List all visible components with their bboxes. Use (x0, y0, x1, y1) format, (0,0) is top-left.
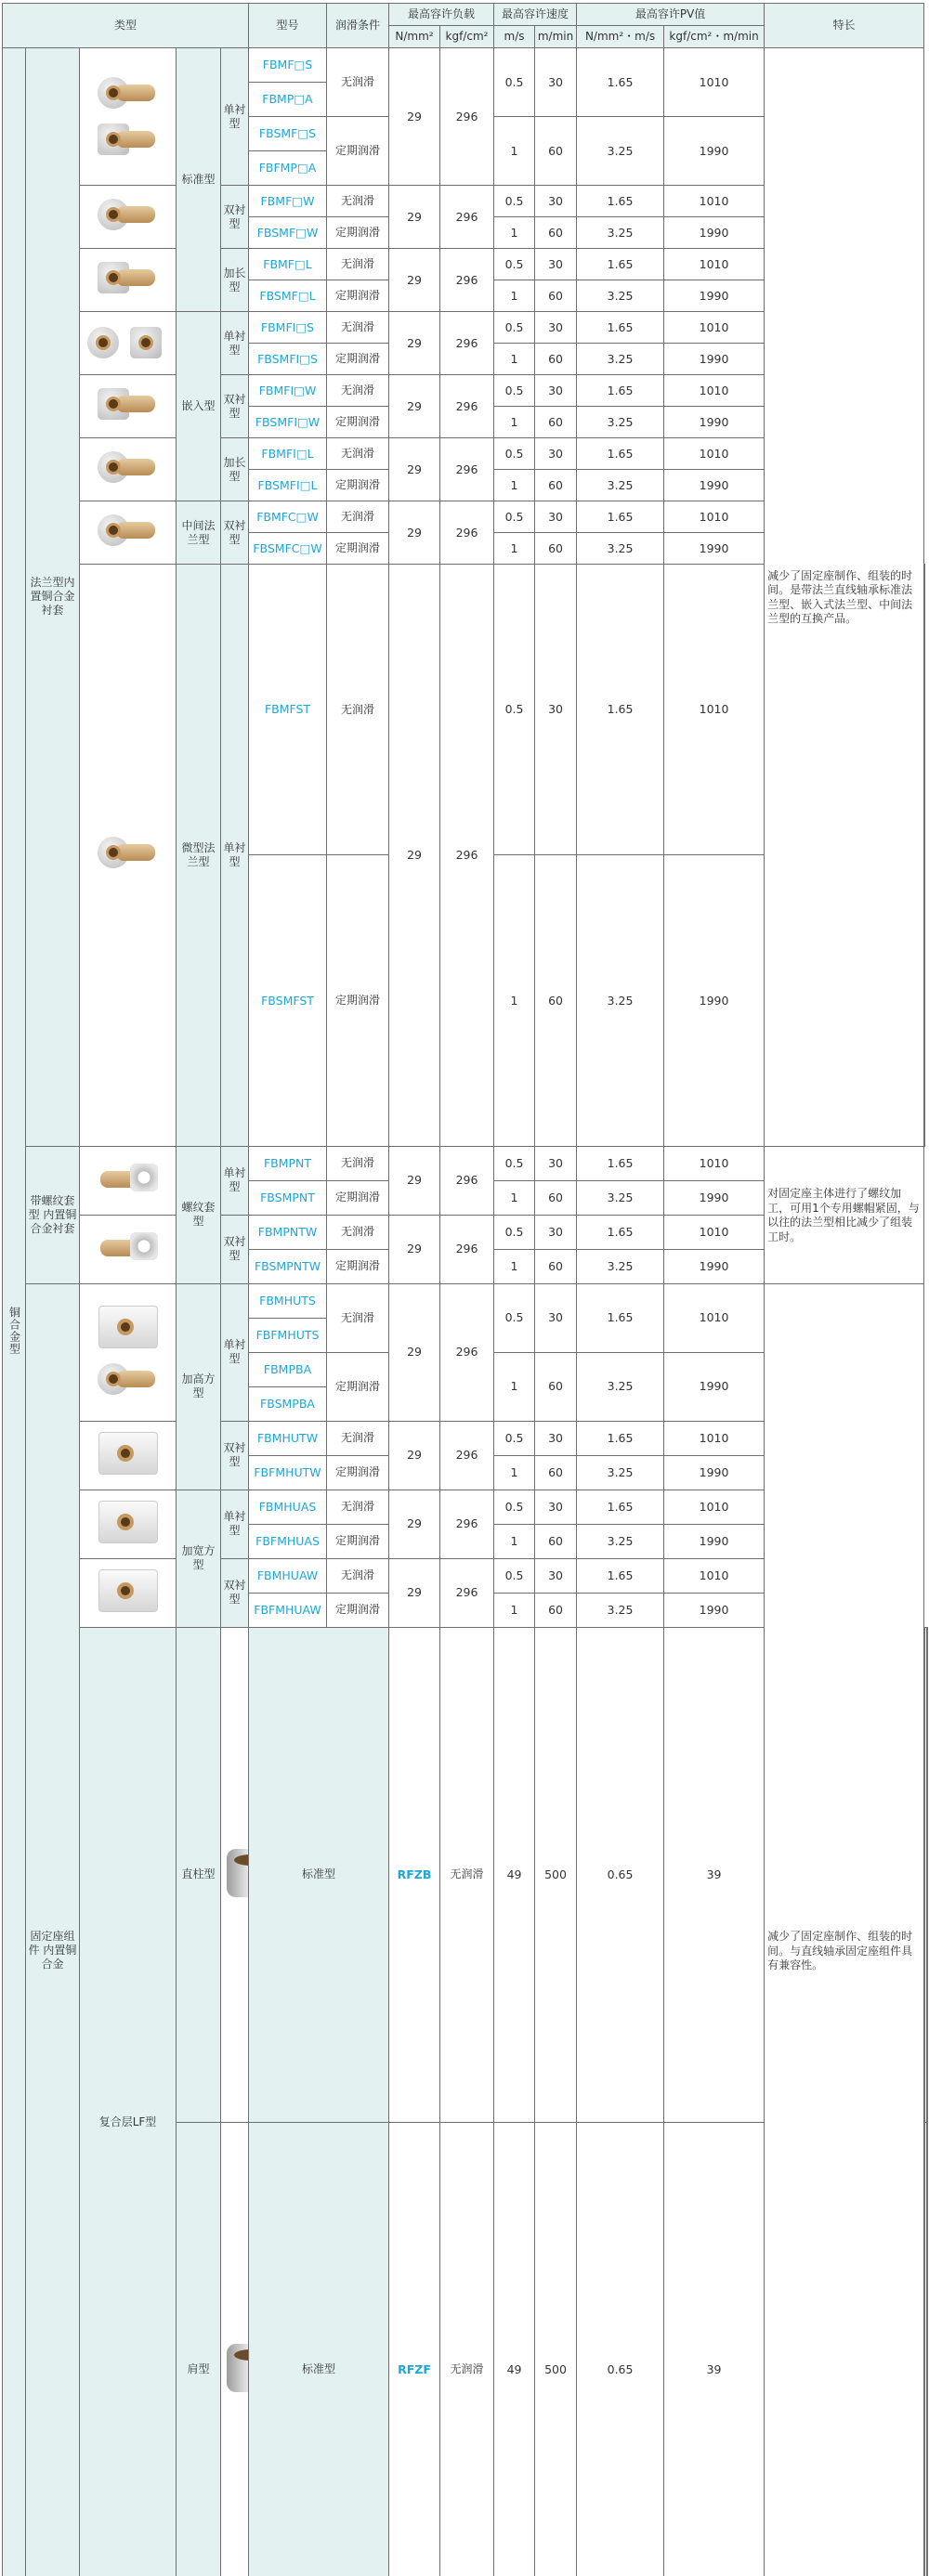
pv-kgf: 1990 (664, 1593, 765, 1627)
subtype-single: 单衬型 (221, 1146, 249, 1215)
lube-none: 无润滑 (327, 1490, 389, 1524)
speed-mmin: 30 (535, 1490, 577, 1524)
speed-ms: 0.5 (494, 312, 535, 344)
lube-none: 无润滑 (327, 1558, 389, 1593)
lube-periodic: 定期润滑 (327, 217, 389, 249)
spec-table (2, 3, 928, 2576)
pv-n: 3.25 (577, 855, 664, 1146)
product-image (80, 1490, 177, 1558)
load-kgf: 296 (440, 48, 494, 186)
speed-mmin: 60 (535, 407, 577, 438)
load-kgf: 296 (440, 1490, 494, 1558)
lube-none: 无润滑 (327, 565, 389, 855)
product-image (80, 48, 177, 186)
speed-ms: 0.5 (494, 1558, 535, 1593)
pv-kgf: 1010 (664, 565, 765, 855)
pv-n: 3.25 (577, 1249, 664, 1283)
load-n: 29 (389, 312, 440, 375)
load-n: 29 (389, 1490, 440, 1558)
category-thread-copper: 带螺纹套型 内置铜合金衬套 (26, 1146, 80, 1283)
pv-kgf: 1010 (664, 48, 765, 117)
feature-text: 减少了固定座制作、组装的时间。是带法兰直线轴承标准法兰型、嵌入式法兰型、中间法兰型的互换产品。 (765, 48, 924, 1147)
subtype-standard: 标准型 (249, 1627, 389, 2122)
lube-none: 无润滑 (440, 1627, 494, 2122)
speed-ms: 0.5 (494, 48, 535, 117)
pv-n: 3.25 (577, 1352, 664, 1421)
pv-kgf: 1010 (664, 1490, 765, 1524)
product-image (80, 501, 177, 565)
lube-none: 无润滑 (327, 1215, 389, 1249)
lube-none: 无润滑 (327, 249, 389, 280)
model-code: FBMHUTS (249, 1283, 327, 1318)
model-code: FBSMFST (249, 855, 327, 1146)
model-code: FBMFC□W (249, 501, 327, 533)
subtype-single: 单衬型 (221, 1283, 249, 1421)
model-code: FBSMFI□S (249, 344, 327, 375)
subtype-single: 单衬型 (221, 48, 249, 186)
flange-bushing-image (96, 73, 161, 114)
load-kgf: 500 (535, 1627, 577, 2122)
pv-kgf (925, 2122, 926, 2576)
subtype-double: 双衬型 (221, 1558, 249, 1627)
product-image (80, 312, 177, 375)
lube-periodic: 定期润滑 (327, 1524, 389, 1558)
model-code: FBMHUTW (249, 1421, 327, 1455)
housing-block-image (97, 1499, 160, 1545)
feature-text: 减少了固定座制作、组装的时间。与直线轴承固定座组件具有兼容性。 (765, 1283, 924, 2576)
model-code: FBSMF□W (249, 217, 327, 249)
unit-n: N/mm² (389, 26, 440, 48)
threaded-bushing-image (97, 1160, 160, 1197)
pv-n: 1.65 (577, 565, 664, 855)
subtype-long: 加长型 (221, 438, 249, 501)
subtype-double: 双衬型 (221, 186, 249, 249)
load-n: 29 (389, 1146, 440, 1215)
subtype-single: 单衬型 (221, 1490, 249, 1558)
product-image (80, 1215, 177, 1283)
speed-mmin: 39 (664, 1627, 765, 2122)
model-code: FBMFI□S (249, 312, 327, 344)
speed-mmin: 60 (535, 117, 577, 186)
load-n: 29 (389, 1558, 440, 1627)
lube-none: 无润滑 (327, 48, 389, 117)
speed-mmin: 30 (535, 249, 577, 280)
pv-kgf: 1990 (664, 344, 765, 375)
product-image (221, 1627, 249, 2122)
pv-n: 1.65 (577, 375, 664, 407)
load-n: 29 (389, 438, 440, 501)
speed-ms: 1 (494, 855, 535, 1146)
speed-mmin: 30 (535, 501, 577, 533)
speed-ms: 1 (494, 1249, 535, 1283)
model-code: FBSMPBA (249, 1386, 327, 1421)
load-n: 29 (389, 501, 440, 565)
speed-mmin: 30 (535, 565, 577, 855)
unit-pv-kgf: kgf/cm²・m/min (664, 26, 765, 48)
lube-none: 无润滑 (327, 501, 389, 533)
speed-ms: 0.65 (577, 2122, 664, 2576)
subtype-micro-flange: 微型法兰型 (177, 565, 221, 1147)
pv-n: 3.25 (577, 470, 664, 501)
model-code: RFZF (389, 2122, 440, 2576)
model-code: FBFMP□A (249, 151, 327, 186)
model-code: FBFMHUTW (249, 1455, 327, 1490)
pv-kgf: 1990 (664, 1180, 765, 1215)
subtype-single: 单衬型 (221, 312, 249, 375)
housing-block-image (97, 1304, 160, 1350)
feature-text (924, 565, 925, 1147)
lube-periodic: 定期润滑 (327, 344, 389, 375)
lube-none: 无润滑 (327, 1146, 389, 1180)
pv-kgf: 1010 (664, 1558, 765, 1593)
category-copper: 铜合金型 (3, 48, 26, 2576)
speed-mmin: 30 (535, 438, 577, 470)
model-code: FBSMF□L (249, 280, 327, 312)
load-kgf: 296 (440, 1283, 494, 1421)
speed-mmin: 60 (535, 1455, 577, 1490)
pv-n: 3.25 (577, 217, 664, 249)
pv-n: 1.65 (577, 1146, 664, 1180)
load-n: 29 (389, 1421, 440, 1490)
flange-bushing-image (96, 258, 161, 299)
speed-mmin: 39 (664, 2122, 765, 2576)
speed-mmin: 60 (535, 1524, 577, 1558)
pv-kgf: 1990 (664, 280, 765, 312)
header-load: 最高容许负载 (389, 4, 494, 26)
pv-kgf: 1990 (664, 470, 765, 501)
speed-mmin: 60 (535, 1180, 577, 1215)
speed-ms: 0.5 (494, 249, 535, 280)
speed-mmin: 30 (535, 1558, 577, 1593)
pv-kgf: 1990 (664, 1455, 765, 1490)
speed-ms: 0.65 (577, 1627, 664, 2122)
load-n: 29 (389, 249, 440, 312)
load-kgf: 500 (535, 2122, 577, 2576)
product-image (80, 438, 177, 501)
pv-kgf: 1010 (664, 375, 765, 407)
load-n: 29 (389, 1283, 440, 1421)
lube-none: 无润滑 (327, 1421, 389, 1455)
speed-mmin: 30 (535, 1283, 577, 1352)
lube-periodic: 定期润滑 (327, 117, 389, 186)
load-kgf: 296 (440, 249, 494, 312)
product-image (80, 375, 177, 438)
lube-periodic: 定期润滑 (327, 280, 389, 312)
pv-kgf: 1010 (664, 312, 765, 344)
model-code: FBFMHUTS (249, 1318, 327, 1352)
speed-mmin: 60 (535, 280, 577, 312)
speed-ms: 0.5 (494, 438, 535, 470)
pv-n: 1.65 (577, 48, 664, 117)
lube-periodic: 定期润滑 (327, 1455, 389, 1490)
lube-none: 无润滑 (327, 1283, 389, 1352)
load-n: 29 (389, 375, 440, 438)
speed-ms: 0.5 (494, 186, 535, 217)
pv-kgf: 1990 (664, 117, 765, 186)
load-kgf: 296 (440, 1215, 494, 1283)
pv-kgf: 1010 (664, 1421, 765, 1455)
pv-n: 3.25 (577, 1180, 664, 1215)
subtype-thread: 螺纹套型 (177, 1146, 221, 1283)
speed-mmin: 30 (535, 48, 577, 117)
lube-none: 无润滑 (440, 2122, 494, 2576)
pv-n: 3.25 (577, 280, 664, 312)
flange-bushing-image (96, 120, 161, 161)
lube-periodic: 定期润滑 (327, 407, 389, 438)
speed-mmin: 30 (535, 375, 577, 407)
flange-bushing-image (96, 511, 161, 552)
speed-mmin: 60 (535, 217, 577, 249)
product-image (80, 565, 177, 1147)
pv-n: 1.65 (577, 1558, 664, 1593)
pv-kgf: 1010 (664, 1215, 765, 1249)
speed-ms: 1 (494, 1593, 535, 1627)
load-kgf: 296 (440, 501, 494, 565)
load-kgf: 296 (440, 1146, 494, 1215)
model-code: FBMF□S (249, 48, 327, 83)
speed-ms: 0.5 (494, 501, 535, 533)
speed-ms: 1 (494, 117, 535, 186)
speed-ms: 0.5 (494, 375, 535, 407)
pv-n: 1.65 (577, 186, 664, 217)
speed-ms: 1 (494, 1455, 535, 1490)
subtype-single: 单衬型 (221, 565, 249, 1147)
category-cylinder: 直柱型 (177, 1627, 221, 2122)
unit-kgf: kgf/cm² (440, 26, 494, 48)
model-code: FBSMFI□W (249, 407, 327, 438)
header-type: 类型 (3, 4, 249, 48)
load-n: 29 (389, 1215, 440, 1283)
flange-bushing-image (96, 448, 161, 488)
pv-n: 3.25 (577, 1593, 664, 1627)
load-n: 49 (494, 1627, 535, 2122)
product-image (221, 2122, 249, 2576)
model-code: FBFMHUAW (249, 1593, 327, 1627)
speed-ms: 0.5 (494, 565, 535, 855)
pv-n: 1.65 (577, 312, 664, 344)
flanged-sleeve-image (221, 2340, 249, 2396)
load-kgf: 296 (440, 312, 494, 375)
speed-ms: 0.5 (494, 1146, 535, 1180)
unit-ms: m/s (494, 26, 535, 48)
category-flange-copper: 法兰型内置铜合金衬套 (26, 48, 80, 1147)
lube-periodic: 定期润滑 (327, 1180, 389, 1215)
pv-n: 1.65 (577, 1215, 664, 1249)
product-image (80, 1146, 177, 1215)
product-image (80, 1558, 177, 1627)
load-n: 29 (389, 565, 440, 1147)
model-code: FBMHUAS (249, 1490, 327, 1524)
pv-n: 1.65 (577, 1490, 664, 1524)
pv-n: 1.65 (577, 1283, 664, 1352)
lube-periodic: 定期润滑 (327, 533, 389, 565)
pv-kgf: 1990 (664, 217, 765, 249)
load-kgf: 296 (440, 375, 494, 438)
speed-ms: 1 (494, 1352, 535, 1421)
model-code: FBMPBA (249, 1352, 327, 1386)
housing-block-image (97, 1568, 160, 1614)
plain-sleeve-image (221, 1845, 249, 1901)
speed-ms: 0.5 (494, 1421, 535, 1455)
pv-n: 3.25 (577, 344, 664, 375)
speed-ms: 1 (494, 533, 535, 565)
feature-text (926, 1627, 927, 2576)
speed-mmin: 60 (535, 1352, 577, 1421)
subtype-double: 双衬型 (221, 375, 249, 438)
pv-kgf: 1990 (664, 855, 765, 1146)
pv-kgf: 1010 (664, 501, 765, 533)
product-image (80, 249, 177, 312)
unit-mmin: m/min (535, 26, 577, 48)
pv-kgf: 1010 (664, 438, 765, 470)
speed-ms: 0.5 (494, 1283, 535, 1352)
pv-n: 3.25 (577, 533, 664, 565)
pv-kgf: 1010 (664, 1283, 765, 1352)
subtype-standard: 标准型 (249, 2122, 389, 2576)
subtype-double: 双衬型 (221, 1215, 249, 1283)
pv-n: 1.65 (577, 438, 664, 470)
speed-ms: 0.5 (494, 1490, 535, 1524)
lube-periodic: 定期润滑 (327, 470, 389, 501)
model-code: FBMF□L (249, 249, 327, 280)
pv-n: 3.25 (577, 1455, 664, 1490)
lube-none: 无润滑 (327, 375, 389, 407)
speed-mmin: 30 (535, 312, 577, 344)
unit-pv-n: N/mm²・m/s (577, 26, 664, 48)
speed-mmin: 30 (535, 1146, 577, 1180)
model-code: FBMHUAW (249, 1558, 327, 1593)
model-code: FBMPNT (249, 1146, 327, 1180)
product-image (80, 186, 177, 249)
pv-kgf: 1990 (664, 1249, 765, 1283)
subtype-double: 双衬型 (221, 1421, 249, 1490)
lube-none: 无润滑 (327, 438, 389, 470)
pv-n: 1.65 (577, 501, 664, 533)
subtype-tall: 加高方型 (177, 1283, 221, 1490)
speed-mmin: 60 (535, 470, 577, 501)
model-code: FBMFI□L (249, 438, 327, 470)
flange-bushing-image (85, 323, 128, 364)
header-model: 型号 (249, 4, 327, 48)
pv-kgf: 1990 (664, 407, 765, 438)
speed-ms: 1 (494, 280, 535, 312)
model-code: FBSMPNTW (249, 1249, 327, 1283)
model-code: FBMPNTW (249, 1215, 327, 1249)
category-block-copper: 固定座组件 内置铜合金 (26, 1283, 80, 2576)
speed-mmin: 60 (535, 855, 577, 1146)
subtype-double: 双衬型 (221, 501, 249, 565)
subtype-standard: 标准型 (177, 48, 221, 312)
model-code: FBMFI□W (249, 375, 327, 407)
pv-kgf: 1990 (664, 1524, 765, 1558)
model-code: FBMFST (249, 565, 327, 855)
model-code: FBSMPNT (249, 1180, 327, 1215)
subtype-long: 加长型 (221, 249, 249, 312)
pv-n: 3.25 (577, 407, 664, 438)
speed-mmin: 60 (535, 533, 577, 565)
speed-ms: 1 (494, 470, 535, 501)
model-code: FBFMHUAS (249, 1524, 327, 1558)
pv-kgf: 1990 (664, 533, 765, 565)
lube-periodic: 定期润滑 (327, 855, 389, 1146)
speed-mmin: 60 (535, 1249, 577, 1283)
lube-periodic: 定期润滑 (327, 1249, 389, 1283)
speed-mmin: 60 (535, 1593, 577, 1627)
header-pv: 最高容许PV值 (577, 4, 765, 26)
speed-ms: 1 (494, 407, 535, 438)
load-kgf: 296 (440, 1421, 494, 1490)
flange-bushing-image (96, 1360, 161, 1400)
model-code: FBSMF□S (249, 117, 327, 151)
product-image (80, 1283, 177, 1421)
model-code: FBSMFI□L (249, 470, 327, 501)
pv-kgf: 1990 (664, 1352, 765, 1421)
model-code: RFZB (389, 1627, 440, 2122)
subtype-embedded: 嵌入型 (177, 312, 221, 501)
speed-ms: 1 (494, 1524, 535, 1558)
pv-n: 3.25 (577, 117, 664, 186)
speed-ms: 1 (494, 344, 535, 375)
load-kgf: 296 (440, 438, 494, 501)
housing-block-image (97, 1430, 160, 1477)
feature-text: 对固定座主体进行了螺纹加工，可用1个专用螺帽紧固，与以往的法兰型相比减少了组装工时。 (765, 1146, 924, 1283)
header-speed: 最高容许速度 (494, 4, 577, 26)
pv-kgf: 1010 (664, 186, 765, 217)
model-code: FBMP□A (249, 83, 327, 117)
load-kgf: 296 (440, 186, 494, 249)
load-n: 29 (389, 186, 440, 249)
speed-ms: 1 (494, 217, 535, 249)
pv-n: 1.65 (577, 249, 664, 280)
speed-ms: 0.5 (494, 1215, 535, 1249)
product-image (80, 1421, 177, 1490)
load-n: 29 (389, 48, 440, 186)
speed-ms: 1 (494, 1180, 535, 1215)
load-kgf: 296 (440, 565, 494, 1147)
flange-bushing-image (96, 384, 161, 425)
flange-bushing-image (96, 195, 161, 236)
threaded-bushing-image (97, 1229, 160, 1266)
speed-mmin: 30 (535, 1215, 577, 1249)
header-feature: 特长 (765, 4, 924, 48)
model-code: FBSMFC□W (249, 533, 327, 565)
pv-n: 3.25 (577, 1524, 664, 1558)
pv-n: 1.65 (577, 1421, 664, 1455)
flange-bushing-image (128, 323, 171, 364)
lube-periodic: 定期润滑 (327, 1593, 389, 1627)
header-lube: 润滑条件 (327, 4, 389, 48)
category-composite: 复合层LF型 (80, 1627, 177, 2576)
flange-bushing-image (96, 833, 161, 874)
speed-mmin: 30 (535, 186, 577, 217)
load-n: 49 (494, 2122, 535, 2576)
pv-kgf: 1010 (664, 1146, 765, 1180)
subtype-mid-flange: 中间法兰型 (177, 501, 221, 565)
lube-none: 无润滑 (327, 186, 389, 217)
speed-mmin: 60 (535, 344, 577, 375)
model-code: FBMF□W (249, 186, 327, 217)
pv-kgf: 1010 (664, 249, 765, 280)
lube-periodic: 定期润滑 (327, 1352, 389, 1421)
speed-mmin: 30 (535, 1421, 577, 1455)
subtype-wide: 加宽方型 (177, 1490, 221, 1627)
load-kgf: 296 (440, 1558, 494, 1627)
lube-none: 无润滑 (327, 312, 389, 344)
category-shoulder: 肩型 (177, 2122, 221, 2576)
